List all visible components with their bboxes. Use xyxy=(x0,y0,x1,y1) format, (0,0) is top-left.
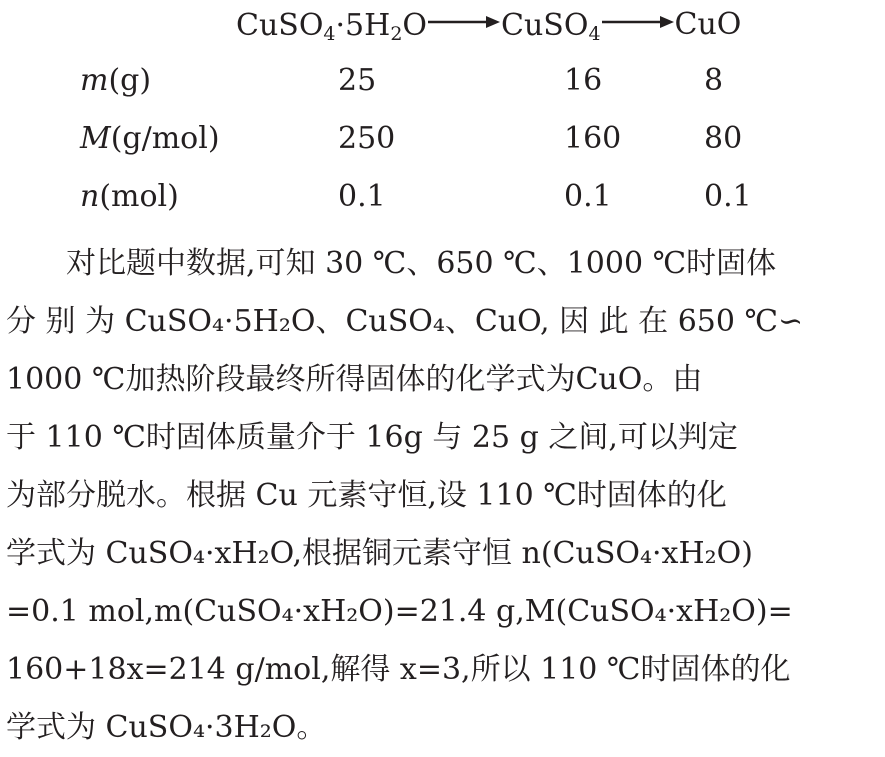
cell-value: 0.1 xyxy=(338,179,386,214)
cell-value: 8 xyxy=(704,63,724,98)
cell-value: 16 xyxy=(564,63,603,98)
paragraph-line: =0.1 mol,m(CuSO₄·xH₂O)=21.4 g,M(CuSO₄·xH₂O)= xyxy=(6,594,793,629)
row-label: m(g) xyxy=(80,63,152,98)
table-row-molar-mass xyxy=(0,114,885,164)
intermediate-formula: CuSO$_4$ xyxy=(501,7,601,45)
cell-value: 80 xyxy=(704,121,743,156)
paragraph-line: 1000 ℃加热阶段最终所得固体的化学式为CuO。由 xyxy=(6,362,703,397)
cell-value: 160 xyxy=(564,121,622,156)
table-row-mass xyxy=(0,56,885,106)
paragraph-line: 学式为 CuSO₄·xH₂O,根据铜元素守恒 n(CuSO₄·xH₂O) xyxy=(6,536,753,571)
row-label: M(g/mol) xyxy=(80,121,220,156)
paragraph-line: 学式为 CuSO₄·3H₂O。 xyxy=(6,710,327,745)
paragraph-line: 160+18x=214 g/mol,解得 x=3,所以 110 ℃时固体的化 xyxy=(6,652,791,687)
cell-value: 25 xyxy=(338,63,377,98)
explanation-paragraph xyxy=(6,235,878,757)
cell-value: 0.1 xyxy=(704,179,752,214)
cell-value: 250 xyxy=(338,121,396,156)
paragraph-line: 对比题中数据,可知 30 ℃、650 ℃、1000 ℃时固体 xyxy=(6,246,777,281)
paragraph-line: 分 别 为 CuSO₄·5H₂O、CuSO₄、CuO, 因 此 在 650 ℃∽ xyxy=(6,304,804,339)
paragraph-line: 于 110 ℃时固体质量介于 16g 与 25 g 之间,可以判定 xyxy=(6,420,738,455)
reaction-scheme xyxy=(236,4,741,44)
reactant-formula: $CuSO_4\cdot 5H_2O$ xyxy=(236,7,428,45)
reaction-arrow-icon xyxy=(428,14,500,30)
row-label: n(mol) xyxy=(80,179,179,214)
reaction-arrow-icon xyxy=(602,14,674,30)
table-row-moles xyxy=(0,172,885,222)
cell-value: 0.1 xyxy=(564,179,612,214)
product-formula: CuO xyxy=(674,7,742,42)
paragraph-line: 为部分脱水。根据 Cu 元素守恒,设 110 ℃时固体的化 xyxy=(6,478,727,513)
